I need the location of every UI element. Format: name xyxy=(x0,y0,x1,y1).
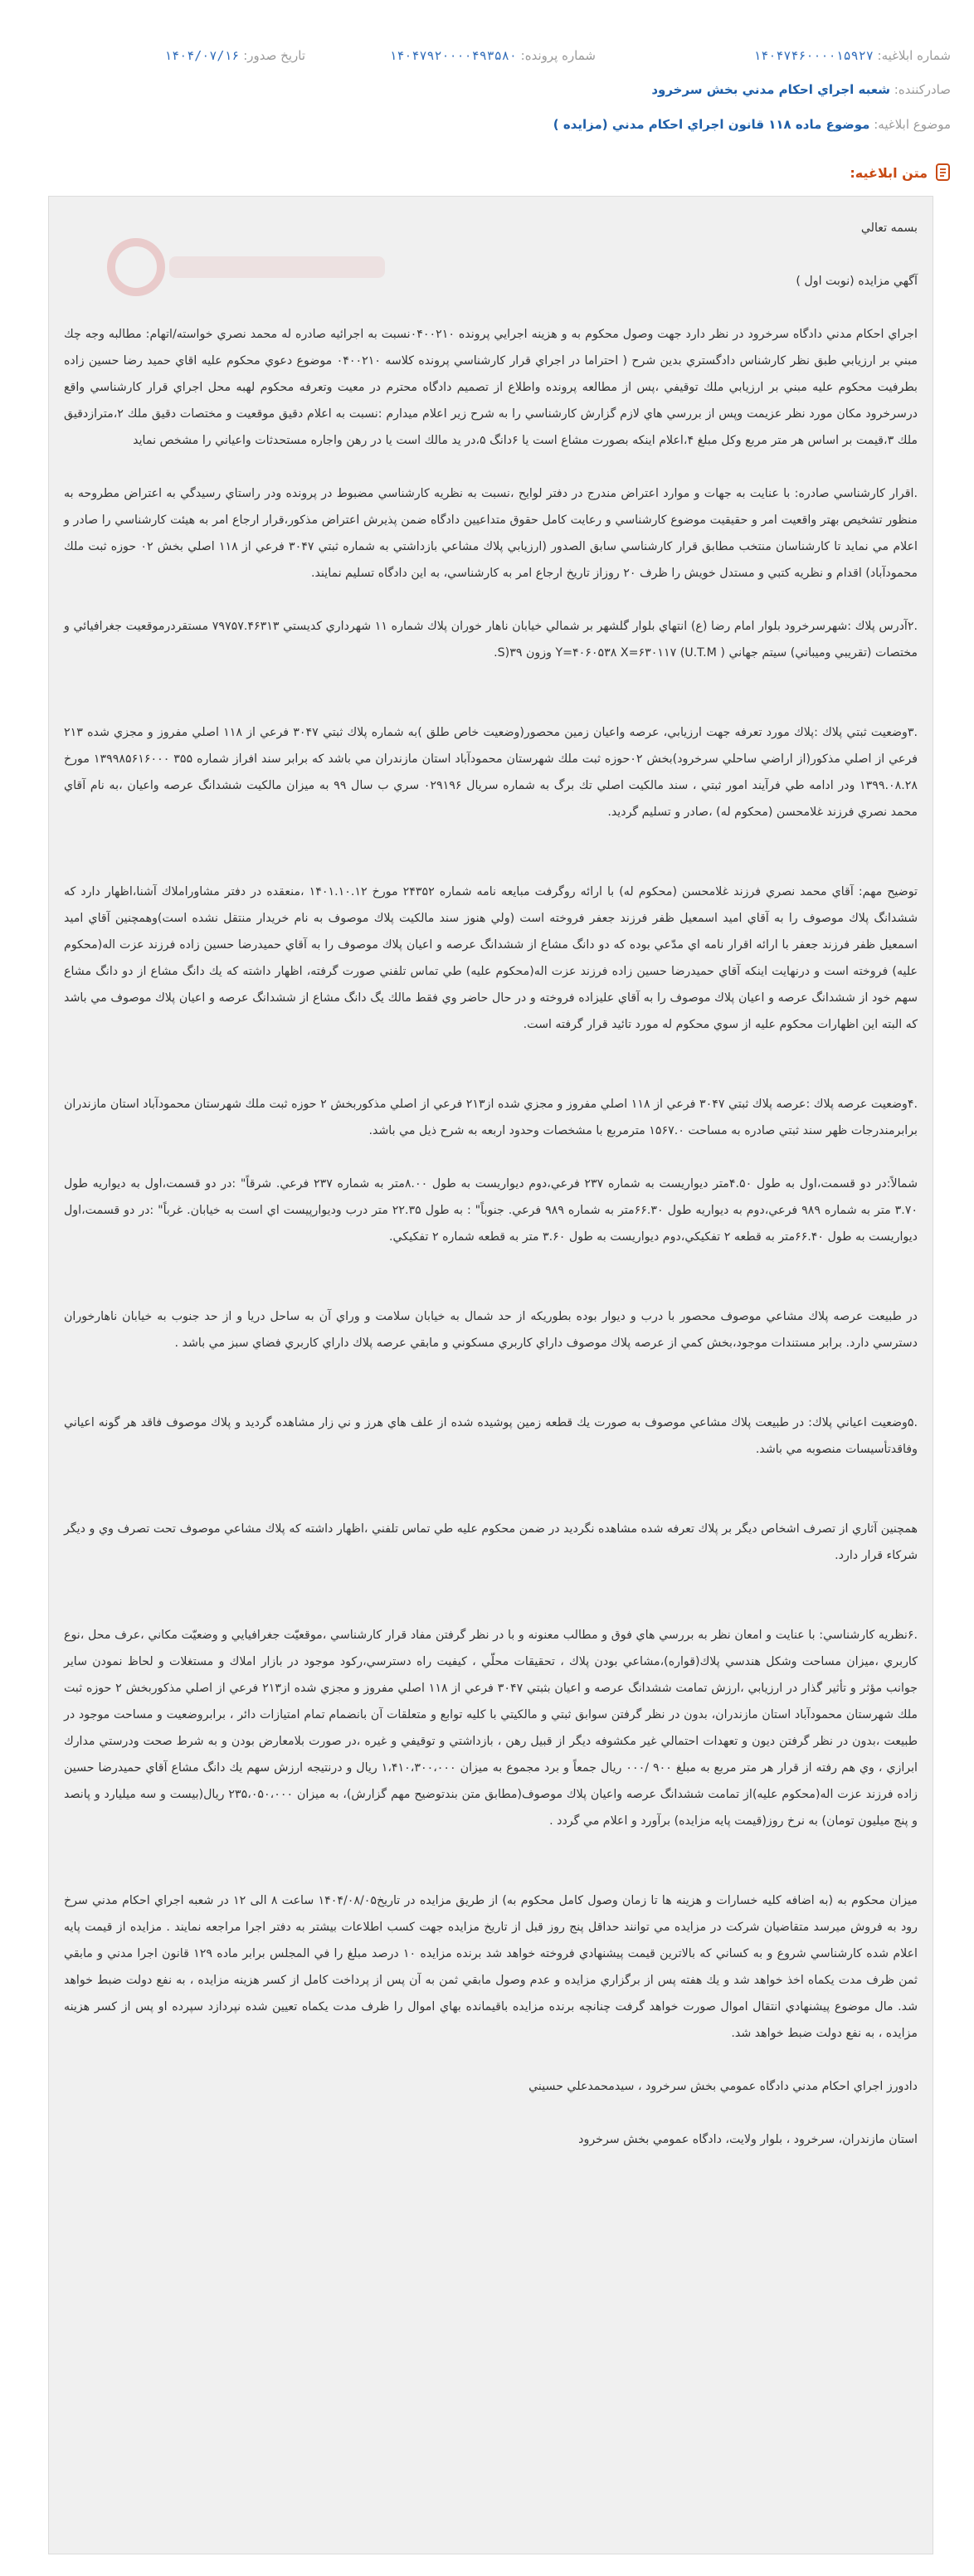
spacer xyxy=(64,825,918,879)
notice-body xyxy=(64,215,918,2153)
body-paragraph: استان مازندران، سرخرود ، بلوار ولايت، دادگاه عمومي بخش سرخرود xyxy=(578,2133,918,2146)
body-paragraph: همچنين آثاري از تصرف اشخاص ديگر بر پلاك تعرفه شده مشاهده نگرديد در ضمن محكوم عليه طي تماس تلفني ،اظهار داشته كه پلاك مشاعي موصوف تحت تصرف وي و ديگر شركاء قرار دارد. xyxy=(64,1522,918,1562)
subject-value: موضوع ماده ۱۱۸ قانون اجراي احكام مدني (مزايده ) xyxy=(553,117,870,132)
notice-number-label: شماره ابلاغیه: xyxy=(877,48,951,63)
case-number xyxy=(389,48,596,63)
body-paragraph: دادورز اجراي احكام مدني دادگاه عمومي بخش سرخرود ، سيدمحمدعلي حسيني xyxy=(528,2080,918,2093)
notice-header xyxy=(0,0,974,143)
body-paragraph: .اقرار كارشناسي صادره: با عنايت به جهات و موارد اعتراض مندرج در دفتر لوايح ،نسبت به نظريه كارشناسي مضبوط در پرونده ودر راستاي رسيدگي به اعتراض مطروحه به منظور تشخيص بهتر واقعيت امر و حقيقيت موضوع كارشناسي و رعايت كامل حقوق متداعيين دادگاه ضمن پذيرش اعتراض مذكور،قرار ارجاع امر به هيئت كارشناسي را صادر و اعلام مي نمايد تا كارشناسان منتخب مطابق قرار كارشناسي سابق الصدور (ارزيابي پلاك مشاعي بازداشتي به شماره ثبتي ۳۰۴۷ فرعي از ۱۱۸ اصلي بخش ۰۲ حوزه ثبت ملك محمودآباد) اقدام و نظريه كتبي و مستدل خويش را ظرف ۲۰ روزاز تاريخ ارجاع امر به كارشناسي، به اين دادگاه تسليم نمايند. xyxy=(64,487,918,580)
spacer xyxy=(64,1356,918,1410)
body-paragraph: .۲آدرس پلاك :شهرسرخرود بلوار امام رضا (ع) انتهاي بلوار گلشهر بر شمالي خيابان ناهار خوران پلاك شماره ۱۱ شهرداري كديستي ۷۹۷۵۷.۴۶۳۱۳ مستقردرموقعيت جغرافيائي و مختصات (تقريبي وميباني) سيتم جهاني ( U.T.M) Y=۴۰۶۰۵۳۸ X=۶۳۰۱۱۷ وزون ۳۹(S. xyxy=(64,620,918,660)
issuer-label: صادرکننده: xyxy=(894,82,951,97)
case-number-value: ۱۴۰۴۷۹۲۰۰۰۰۴۹۳۵۸۰ xyxy=(389,48,517,63)
spacer xyxy=(64,2047,918,2073)
body-paragraph: بسمه تعالي xyxy=(860,222,918,235)
spacer xyxy=(64,1144,918,1171)
body-paragraph: .۶نظريه كارشناسي: با عنايت و امعان نظر به بررسي هاي فوق و مطالب معنونه و با در نظر گرفتن مفاد قرار كارشناسي ،موقعيّت جغرافيايي و وضعيّت مكاني ،عرف محل ،نوع كاربري ،ميزان مساحت وشكل هندسي پلاك(قواره)،مشاعي بودن پلاك ، تحقيقات محلّي ، كيفيت راه دسترسي،ركود موجود در بازار املاك و مستغلات و لحاظ نمودن ساير جوانب مؤثر و تأثير گذار در ارزيابي ،ارزش تمامت ششدانگ عرصه و اعيان بثبتي ۳۰۴۷ فرعي از ۱۱۸ اصلي مفروز و مجزي شده از۲۱۳ فرعي از اصلي مذكوربخش ۲ حوزه ثبت ملك شهرستان محمودآباد استان مازندران، بدون در نظر گرفتن سوابق ثبتي و مالكيتي با كليه توابع و متعلقات آن بانضمام تمام امتيازات دائر ، برابروضعيت و مساحت موجود در طبيعت ،بدون در نظر گرفتن ديون و تعهدات احتمالي غير مكشوفه ديگر از قبيل رهن ، بازداشتي و توقيفي و غيره ،در صورت بلامعارض بودن و به شرط صحت ودرستي مدارك ابرازي ، وي هم رفته از قرار هر متر مربع به مبلغ ۹۰۰ /۰۰۰ ريال جمعاً و برد مجموع به ميزان ۱،۴۱۰،۳۰۰،۰۰۰ ريال و درنتيجه ارزش سهم يك دانگ مشاع آقاي حميدرضا حسين زاده فرزند عزت اله(محكوم عليه)از تمامت ششدانگ عرصه واعيان پلاك موصوف(مطابق متن بندتوضيح مهم گزارش)، به ميزان ۲۳۵،۰۵۰،۰۰۰ ريال(بيست و سه ميليارد و پانصد و پنج ميليون تومان) به نرخ روز(قيمت پايه مزايده) برآورد و اعلام مي گردد . xyxy=(64,1629,918,1828)
spacer xyxy=(64,295,918,321)
spacer xyxy=(64,1463,918,1516)
spacer xyxy=(64,587,918,613)
body-paragraph: توضيح مهم: آقاي محمد نصري فرزند غلامحسن (محكوم له) با ارائه روگرفت مبايعه نامه شماره ۲۴۳۵۲ مورخ ۱۴۰۱.۱۰.۱۲ ،منعقده در دفتر مشاوراملاك آشنا،اظهار دارد كه ششدانگ پلاك موصوف را به آقاي امید اسمعيل ظفر فرزند جعفر فروخته است (ولي هنوز سند مالكيت پلاك موصوف به نام خريدار منتقل نشده است)وهمچنين آقاي اميد اسمعيل ظفر فرزند جعفر با ارائه اقرار نامه اي مدّعي بوده كه دو دانگ مشاع از ششدانگ عرصه و اعيان پلاك موصوف را به آقاي حميدرضا حسين زاده فرزند عزت اله(محكوم عليه) فروخته است و درنهايت اينكه آقاي حميدرضا حسين زاده فرزند عزت اله(محكوم عليه) طي تماس تلفني صورت گرفته، اظهار داشته كه يك دانگ مشاع از دو دانگ مشاع سهم خود از ششدانگ عرصه و اعيان پلاك موصوف را به آقاي عليزاده فروخته و در حال حاضر وي فقط مالك يگ دانگ مشاع از ششدانگ عرصه و اعيان پلاك موصوف مي باشد كه البته اين اظهارات محكوم عليه از سوي محكوم له مورد تائيد قرار گرفته است. xyxy=(64,885,918,1031)
issuer-value: شعبه اجراي احكام مدني بخش سرخرود xyxy=(651,82,890,97)
issue-date-label: تاریخ صدور: xyxy=(243,48,305,63)
notice-text-label: متن ابلاغیه: xyxy=(850,164,928,181)
notice-text-heading xyxy=(850,163,952,183)
subject-label: موضوع ابلاغیه: xyxy=(874,117,951,132)
spacer xyxy=(64,1834,918,1887)
body-paragraph: .۳وضعيت ثبتي پلاك :پلاك مورد تعرفه جهت ارزيابي، عرصه واعيان زمين محصور(وضعيت خاص طلق )به شماره پلاك ثبتي ۳۰۴۷ فرعي از ۱۱۸ اصلي مفروز و مجزي شده ۲۱۳ فرعي از اصلي مذكور(از اراضي ساحلي سرخرود)بخش ۰۲حوزه ثبت ملك شهرستان محمودآباد استان مازندران مي باشد كه برابر سند افراز شماره ۳۵۵ ۱۳۹۹۸۵۶۱۶۰۰۰ مورخ ۱۳۹۹.۰۸.۲۸ ودر ادامه طي فرآيند امور ثبتي ، سند مالكيت اصلي تك برگ به شماره سريال ۰۲۹۱۹۶ سري ب سال ۹۹ به ميزان مالكيت ششدانگ عرصه واعيان ،به نام آقاي محمد نصري فرزند غلامحسن (محكوم له) ،صادر و تسليم گرديد. xyxy=(64,726,918,819)
spacer xyxy=(64,1250,918,1303)
spacer xyxy=(64,241,918,268)
body-paragraph: در طبيعت عرصه پلاك مشاعي موصوف محصور با درب و ديوار بوده بطوريكه از حد شمال به خيابان سلامت و وراي آن به ساحل دريا و از حد جنوب به خيابان ناهارخوران دسترسي دارد. برابر مستندات موجود،بخش كمي از عرصه پلاك موصوف داراي كاربري مسكوني و مابقي عرصه پلاك داراي كاربري فضاي سبز مي باشد . xyxy=(64,1310,918,1350)
document-icon xyxy=(934,163,952,183)
spacer xyxy=(64,666,918,719)
spacer xyxy=(64,1038,918,1091)
issue-date xyxy=(164,48,305,63)
spacer xyxy=(64,2100,918,2126)
spacer xyxy=(64,454,918,480)
body-paragraph: شمالاً:در دو قسمت،اول به طول ۴.۵۰متر ديواريست به شماره ۲۳۷ فرعي،دوم ديواريست به طول ۸.۰۰متر به شماره ۲۳۷ فرعي. شرقاً" :در دو قسمت،اول به ديواريه طول ۳.۷۰ متر به شماره ۹۸۹ فرعي،دوم به ديواريه طول ۶۶.۳۰متر به شماره ۹۸۹ فرعي. جنوباً" : به طول ۲۲.۳۵ متر درب وديوارپيست اي است به خيابان. غرباً" :در دو قسمت،اول ديواريست به طول ۶۶.۴۰متر به قطعه ۲ تفكيكي،دوم ديواريست به طول ۳.۶۰ متر به قطعه شماره ۲ تفكيكي. xyxy=(64,1177,918,1244)
body-paragraph: آگهي مزايده (نوبت اول ) xyxy=(796,275,918,288)
body-paragraph: .۴وضعيت عرصه پلاك :عرصه پلاك ثبتي ۳۰۴۷ فرعي از ۱۱۸ اصلي مفروز و مجزي شده از۲۱۳ فرعي از اصلي مذكوربخش ۲ حوزه ثبت ملك شهرستان محمودآباد استان مازندران برابرمندرجات ظهر سند ثبتي صادره به مساحت ۱۵۶۷.۰ مترمربع با مشخصات وحدود اربعه به شرح ذيل مي باشد. xyxy=(64,1098,918,1137)
issue-date-value: ۱۴۰۴/۰۷/۱۶ xyxy=(164,48,240,63)
body-paragraph: .۵وضعيت اعياني پلاك: در طبيعت پلاك مشاعي موصوف به صورت يك قطعه زمين پوشيده شده از علف هاي هرز و ني زار مشاهده گرديد و پلاك موصوف فاقد هر گونه اعياني وفاقدتأسيسات منصوبه مي باشد. xyxy=(64,1416,918,1456)
body-paragraph: ميزان محكوم به (به اضافه كليه خسارات و هزينه ها تا زمان وصول كامل محكوم به) از طريق مزايده در تاريخ۱۴۰۴/۰۸/۰۵ ساعت ۸ الی ۱۲ در شعبه اجراي احكام مدني سرخ رود به فروش ميرسد متقاضيان شركت در مزايده مي توانند حداقل پنج روز قبل از تاريخ مزايده جهت كسب اطلاعات بيشتر به دفتر اجرا مراجعه نمايند . مزايده از قيمت پايه اعلام شده كارشناسي شروع و به كساني كه بالاترين قيمت پيشنهادي فروخته خواهد شد برنده مزايده ۱۰ درصد مبلغ را في المجلس برابر ماده ۱۲۹ قانون اجرا مدني و مابقي ثمن ظرف مدت يكماه اخذ خواهد شد و يك هفته پس از برگزاري مزايده و عدم وصول مابقي ثمن به آن پس از پرداخت كامل از كسر هزينه مزايده ، به نفع دولت ضبط خواهد شد. مال موضوع پيشنهادي انتقال اموال صورت خواهد گرفت چنانچه برنده مزايده باقيمانده بهاي اموال را ظرف مدت يكماه تعيين شده نپردازد سپرده او پس از كسر هزينه مزايده ، به نفع دولت ضبط خواهد شد. xyxy=(64,1894,918,2040)
spacer xyxy=(64,1569,918,1622)
body-paragraph: اجراي احكام مدني دادگاه سرخرود در نظر دارد جهت وصول محكوم به و هزينه اجرايي پرونده ۰۴۰۰۲۱۰نسبت به اجرائيه صادره له محمد نصري خواسته/اتهام: مطالبه وجه چك مبني بر ارزيابي طبق نظر كارشناس دادگستري بدين شرح ( احتراما در اجراي قرار كارشناسي پرونده كلاسه ۰۴۰۰۲۱۰ موضوع دعوي محكوم عليه اقاي حميد رضا حسين زاده بطرفيت محكوم عليه مبني بر ارزيابي ملك توقيفي ،پس از مطالعه پرونده واطلاع از تصميم دادگاه محترم در معيت وتعرفه محكوم لهبه محل اجراي قرار كارشناسي واقع درسرخرود مكان مورد نظر عزيمت وپس از بررسي هاي لازم گزارش كارشناسي را به شرح زير اعلام ميدارم :نسبت به اعلام دقيق موقعيت و مختصات دقيق ملك ۲،مترازدقيق ملك ۳،قيمت بر اساس هر متر مربع وكل مبلغ ۴،اعلام اينكه بصورت مشاع است يا ۶دانگ ۵،در يد مالك است يا در رهن واجاره مستحدثات واعياني را مشخص نمايد xyxy=(64,328,918,447)
notice-body-panel xyxy=(48,196,933,2554)
issuer-row xyxy=(23,82,951,97)
meta-row xyxy=(23,48,951,65)
notice-number xyxy=(753,48,951,63)
notice-number-value: ۱۴۰۴۷۴۶۰۰۰۰۱۵۹۲۷ xyxy=(753,48,874,63)
subject-row xyxy=(23,117,951,132)
case-number-label: شماره پرونده: xyxy=(520,48,596,63)
